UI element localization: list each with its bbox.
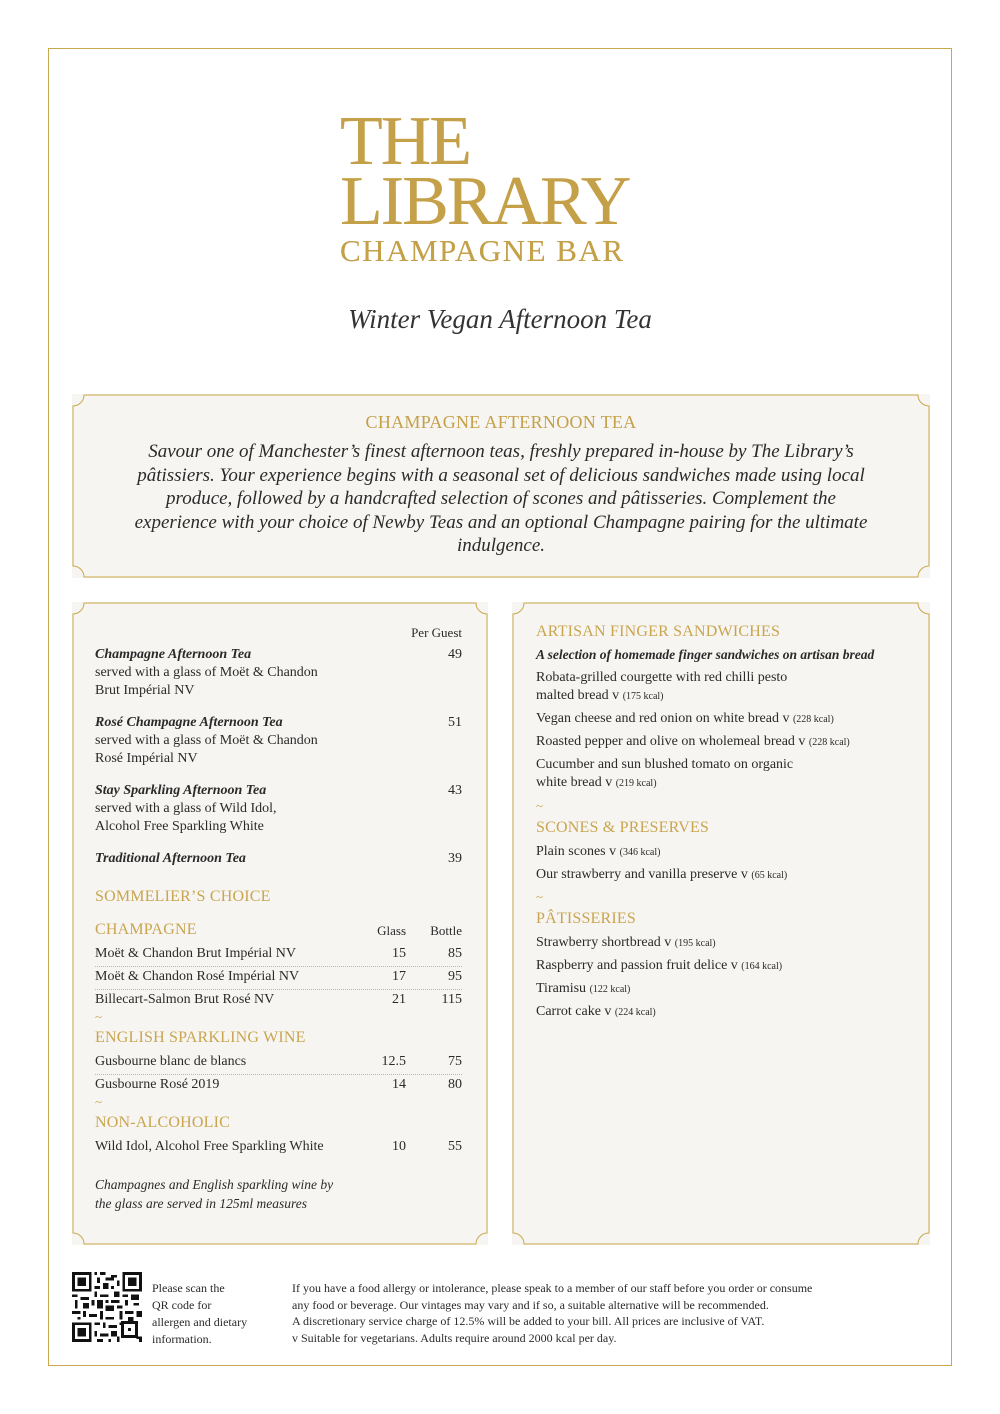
sandwich-item: Cucumber and sun blushed tomato on organic xyxy=(536,757,794,772)
wine-glass-price: 14 xyxy=(392,1077,406,1092)
qr-instruction xyxy=(152,1280,272,1348)
kcal-label: (228 kcal) xyxy=(808,737,850,748)
wine-name: Gusbourne blanc de blancs xyxy=(95,1054,247,1069)
tea-desc: served with a glass of Moët & Chandon xyxy=(95,733,318,748)
wine-bottle-price: 75 xyxy=(448,1054,462,1069)
bottle-label: Bottle xyxy=(430,923,462,938)
tea-price: 51 xyxy=(448,715,462,730)
patisserie-item: Tiramisu (122 kcal) xyxy=(536,981,631,996)
tea-name: Champagne Afternoon Tea xyxy=(95,647,252,662)
wine-bottle-price: 80 xyxy=(448,1077,462,1092)
patisserie-item: Strawberry shortbread v (195 kcal) xyxy=(536,935,716,950)
tea-desc: Brut Impérial NV xyxy=(95,683,195,698)
footer-notes xyxy=(292,1280,932,1346)
logo-line-the: THE xyxy=(340,103,471,180)
sandwich-item-line2: white bread v (219 kcal) xyxy=(536,775,657,790)
logo-line-champagne-bar: CHAMPAGNE BAR xyxy=(340,233,625,268)
kcal-label: (224 kcal) xyxy=(614,1007,656,1018)
qr-instruction-line: QR code for xyxy=(152,1298,212,1312)
wine-bottle-price: 55 xyxy=(448,1139,462,1154)
kcal-label: (175 kcal) xyxy=(622,691,664,702)
wine-bottle-price: 115 xyxy=(441,992,462,1007)
kcal-label: (164 kcal) xyxy=(741,961,783,972)
scones-heading: SCONES & PRESERVES xyxy=(536,819,710,836)
tea-name: Traditional Afternoon Tea xyxy=(95,851,246,866)
allergen-qr-code[interactable] xyxy=(72,1272,142,1342)
wine-bottle-price: 85 xyxy=(448,946,462,961)
sommelier-heading: SOMMELIER’S CHOICE xyxy=(95,888,271,905)
qr-instruction-line: information. xyxy=(152,1332,212,1346)
menu-subtitle: Winter Vegan Afternoon Tea xyxy=(348,304,652,334)
patisserie-item: Carrot cake v (224 kcal) xyxy=(536,1004,656,1019)
wine-name: Gusbourne Rosé 2019 xyxy=(95,1077,220,1092)
vintage-note: any food or beverage. Our vintages may vary and if so, a suitable alternative will be recommended. xyxy=(292,1297,769,1312)
kcal-label: (65 kcal) xyxy=(751,870,788,881)
row-divider xyxy=(95,1074,462,1075)
sandwich-item: Roasted pepper and olive on wholemeal bread v (228 kcal) xyxy=(536,734,850,749)
measure-note: Champagnes and English sparkling wine by xyxy=(95,1177,334,1192)
wine-bottle-price: 95 xyxy=(448,969,462,984)
row-divider xyxy=(95,966,462,967)
scone-item: Our strawberry and vanilla preserve v (65 kcal) xyxy=(536,867,788,882)
wine-name: Moët & Chandon Brut Impérial NV xyxy=(95,946,297,961)
tea-desc: Alcohol Free Sparkling White xyxy=(95,819,264,834)
logo-line-library: LIBRARY xyxy=(340,163,630,240)
qr-instruction-line: allergen and dietary xyxy=(152,1315,248,1329)
wine-name: Wild Idol, Alcohol Free Sparkling White xyxy=(95,1139,324,1154)
tea-name: Rosé Champagne Afternoon Tea xyxy=(95,715,283,730)
wine-glass-price: 10 xyxy=(392,1139,406,1154)
sandwiches-intro: A selection of homemade finger sandwiches on artisan bread xyxy=(536,647,875,662)
section-separator: ~ xyxy=(536,798,544,813)
sandwich-item-line2: malted bread v (175 kcal) xyxy=(536,688,664,703)
sandwich-item: Vegan cheese and red onion on white bread v (228 kcal) xyxy=(536,711,834,726)
intro-text: Savour one of Manchester’s finest afternoon teas, freshly prepared in-house by The Library’s pâtissiers. Your experience begins with a seasonal set of delicious sandwiches made using local produce, followed by a handcrafted selection of scones and pâtisseries. Complement the experience with your choice of Newby Teas and an optional Champagne pairing for the ultimate indulgence. xyxy=(134,441,868,556)
kcal-label: (228 kcal) xyxy=(792,714,834,725)
qr-instruction-line: Please scan the xyxy=(152,1281,225,1295)
wine-glass-price: 12.5 xyxy=(381,1054,406,1069)
per-guest-label: Per Guest xyxy=(411,625,462,640)
tea-price: 39 xyxy=(448,851,462,866)
wine-glass-price: 17 xyxy=(392,969,406,984)
tea-desc: served with a glass of Wild Idol, xyxy=(95,801,277,816)
tea-desc: served with a glass of Moët & Chandon xyxy=(95,665,318,680)
english-sparkling-heading: ENGLISH SPARKLING WINE xyxy=(95,1029,306,1046)
tea-and-drinks-panel xyxy=(72,602,488,1245)
tea-desc: Rosé Impérial NV xyxy=(95,751,198,766)
tea-price: 49 xyxy=(448,647,462,662)
row-divider xyxy=(95,989,462,990)
kcal-label: (346 kcal) xyxy=(619,847,661,858)
wine-name: Moët & Chandon Rosé Impérial NV xyxy=(95,969,300,984)
measure-note: the glass are served in 125ml measures xyxy=(95,1196,307,1211)
food-panel xyxy=(512,602,930,1245)
patisserie-item: Raspberry and passion fruit delice v (164 kcal) xyxy=(536,958,783,973)
tea-name: Stay Sparkling Afternoon Tea xyxy=(95,783,267,798)
vegetarian-note: v Suitable for vegetarians. Adults require around 2000 kcal per day. xyxy=(292,1330,617,1345)
glass-label: Glass xyxy=(377,923,406,938)
section-separator: ~ xyxy=(95,1094,103,1109)
wine-name: Billecart-Salmon Brut Rosé NV xyxy=(95,992,275,1007)
intro-panel xyxy=(72,394,930,578)
section-separator: ~ xyxy=(95,1009,103,1024)
sandwich-item: Robata-grilled courgette with red chilli pesto xyxy=(536,670,788,685)
section-separator: ~ xyxy=(536,889,544,904)
intro-heading: CHAMPAGNE AFTERNOON TEA xyxy=(365,412,637,432)
tea-price: 43 xyxy=(448,783,462,798)
kcal-label: (195 kcal) xyxy=(674,938,716,949)
library-logo xyxy=(340,103,670,268)
patisseries-heading: PÂTISSERIES xyxy=(536,910,636,927)
champagne-heading: CHAMPAGNE xyxy=(95,921,197,938)
sandwiches-heading: ARTISAN FINGER SANDWICHES xyxy=(536,623,781,640)
non-alcoholic-heading: NON-ALCOHOLIC xyxy=(95,1114,231,1131)
wine-glass-price: 21 xyxy=(392,992,406,1007)
kcal-label: (219 kcal) xyxy=(615,778,657,789)
kcal-label: (122 kcal) xyxy=(589,984,631,995)
scone-item: Plain scones v (346 kcal) xyxy=(536,844,661,859)
wine-glass-price: 15 xyxy=(392,946,406,961)
allergy-note: If you have a food allergy or intolerance, please speak to a member of our staff before you order or consume xyxy=(292,1281,813,1295)
service-charge-note: A discretionary service charge of 12.5% will be added to your bill. All prices are inclusive of VAT. xyxy=(292,1314,765,1328)
